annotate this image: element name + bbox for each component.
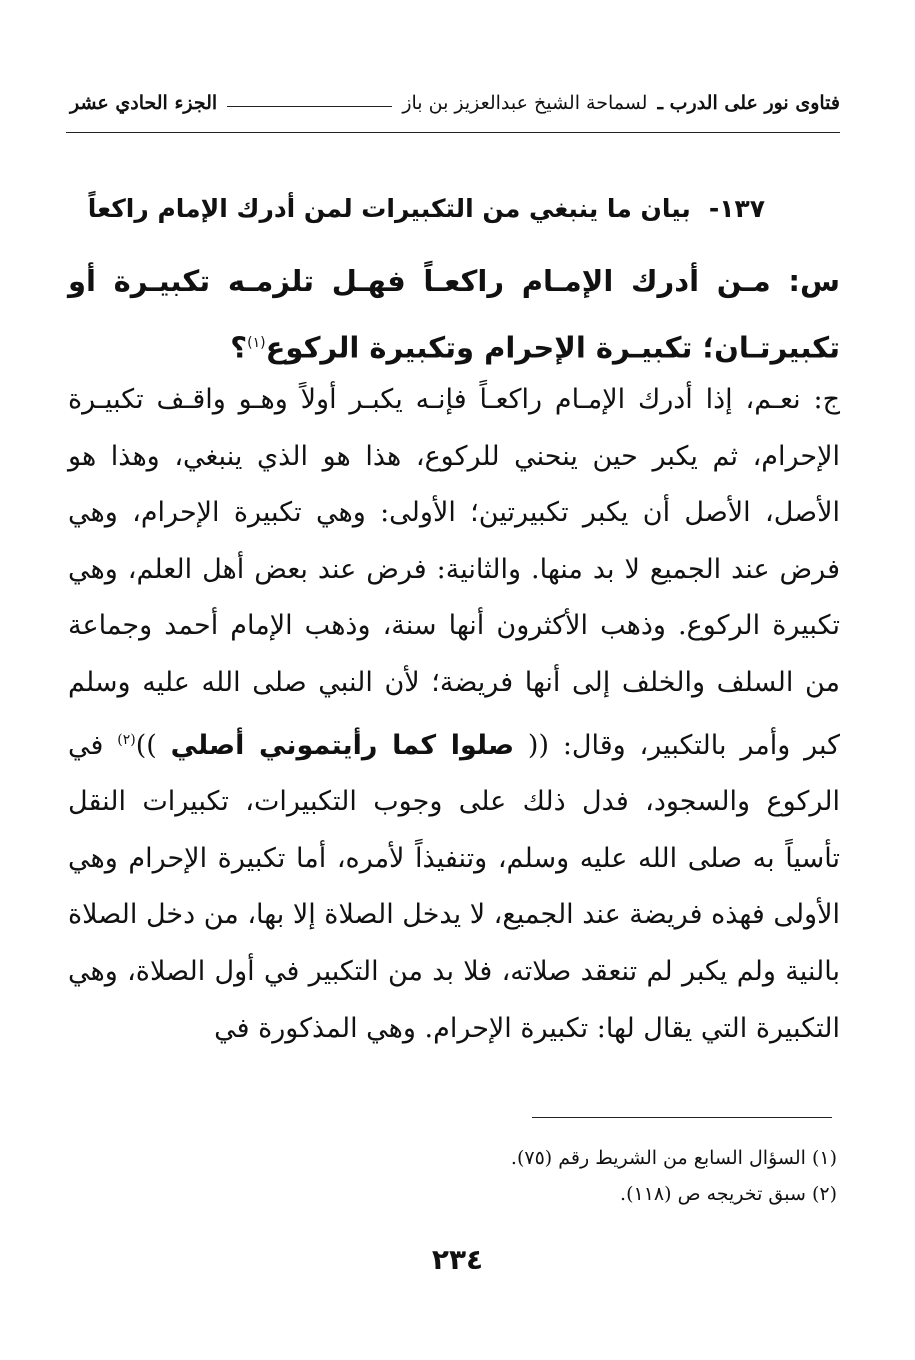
answer-text-2: في الركوع والسجود، فدل ذلك على وجوب التكبيرات، تكبيرات النقل تأسياً به صلى الله عليه وسلم، وتنفيذاً لأمره، أما تكبيرة الإحرام وهي الأولى فهذه فريضة عند الجميع، لا يدخل الصلاة إلا بها، من دخل الصلاة بالنية ولم يكبر لم تنعقد صلاته، فلا بد من التكبير في أول الصلاة، وهي التكبيرة التي يقال لها: تكبيرة الإحرام. وهي المذكورة في <box>68 729 840 1044</box>
hadith-close: )) <box>135 729 157 761</box>
footnote-ref-2: (٢) <box>117 731 136 748</box>
question-text: س: مـن أدرك الإمـام راكعـاً فهـل تلزمـه تكبيـرة أو تكبيرتـان؛ تكبيـرة الإحرام وتكبيرة الركوع <box>68 264 840 365</box>
footnote-1: (١) السؤال السابع من الشريط رقم (٧٥). <box>510 1147 837 1169</box>
page-number: ٢٣٤ <box>431 1243 484 1276</box>
footnote-separator <box>532 1117 832 1118</box>
footnote-ref-1: (١) <box>247 335 266 351</box>
fatwa-number: ١٣٧- <box>708 194 765 223</box>
running-header <box>70 92 840 114</box>
question-paragraph <box>68 250 840 379</box>
header-rule <box>66 132 840 133</box>
answer-text-1: ج: نعـم، إذا أدرك الإمـام راكعـاً فإنـه يكبـر أولاً وهـو واقـف تكبيـرة الإحرام، ثم يكبر حين ينحني للركوع، هذا هو الذي ينبغي، وهذا هو الأصل، الأصل أن يكبر تكبيرتين؛ الأولى: وهي تكبيرة الإحرام، وهي فرض عند الجميع لا بد منها. والثانية: فرض عند بعض أهل العلم، وهي تكبيرة الركوع. وذهب الأكثرون أنها سنة، وذهب الإمام أحمد وجماعة من السلف والخلف إلى أنها فريضة؛ لأن النبي صلى الله عليه وسلم كبر وأمر بالتكبير، وقال: (( <box>68 384 840 761</box>
footnote-2: (٢) سبق تخريجه ص (١١٨). <box>620 1183 837 1205</box>
footnotes <box>68 1140 837 1212</box>
fatwa-title: بيان ما ينبغي من التكبيرات لمن أدرك الإمام راكعاً <box>87 194 691 223</box>
volume-part: الجزء الحادي عشر <box>70 92 218 114</box>
answer-paragraph <box>68 372 840 1057</box>
hadith-quote: صلوا كما رأيتموني أصلي <box>170 729 515 761</box>
fatwa-heading <box>70 194 765 223</box>
header-dash-line <box>227 106 392 107</box>
question-mark: ؟ <box>230 330 248 365</box>
book-title: فتاوى نور على الدرب ـ <box>657 92 840 114</box>
author-name: لسماحة الشيخ عبدالعزيز بن باز <box>402 92 648 114</box>
